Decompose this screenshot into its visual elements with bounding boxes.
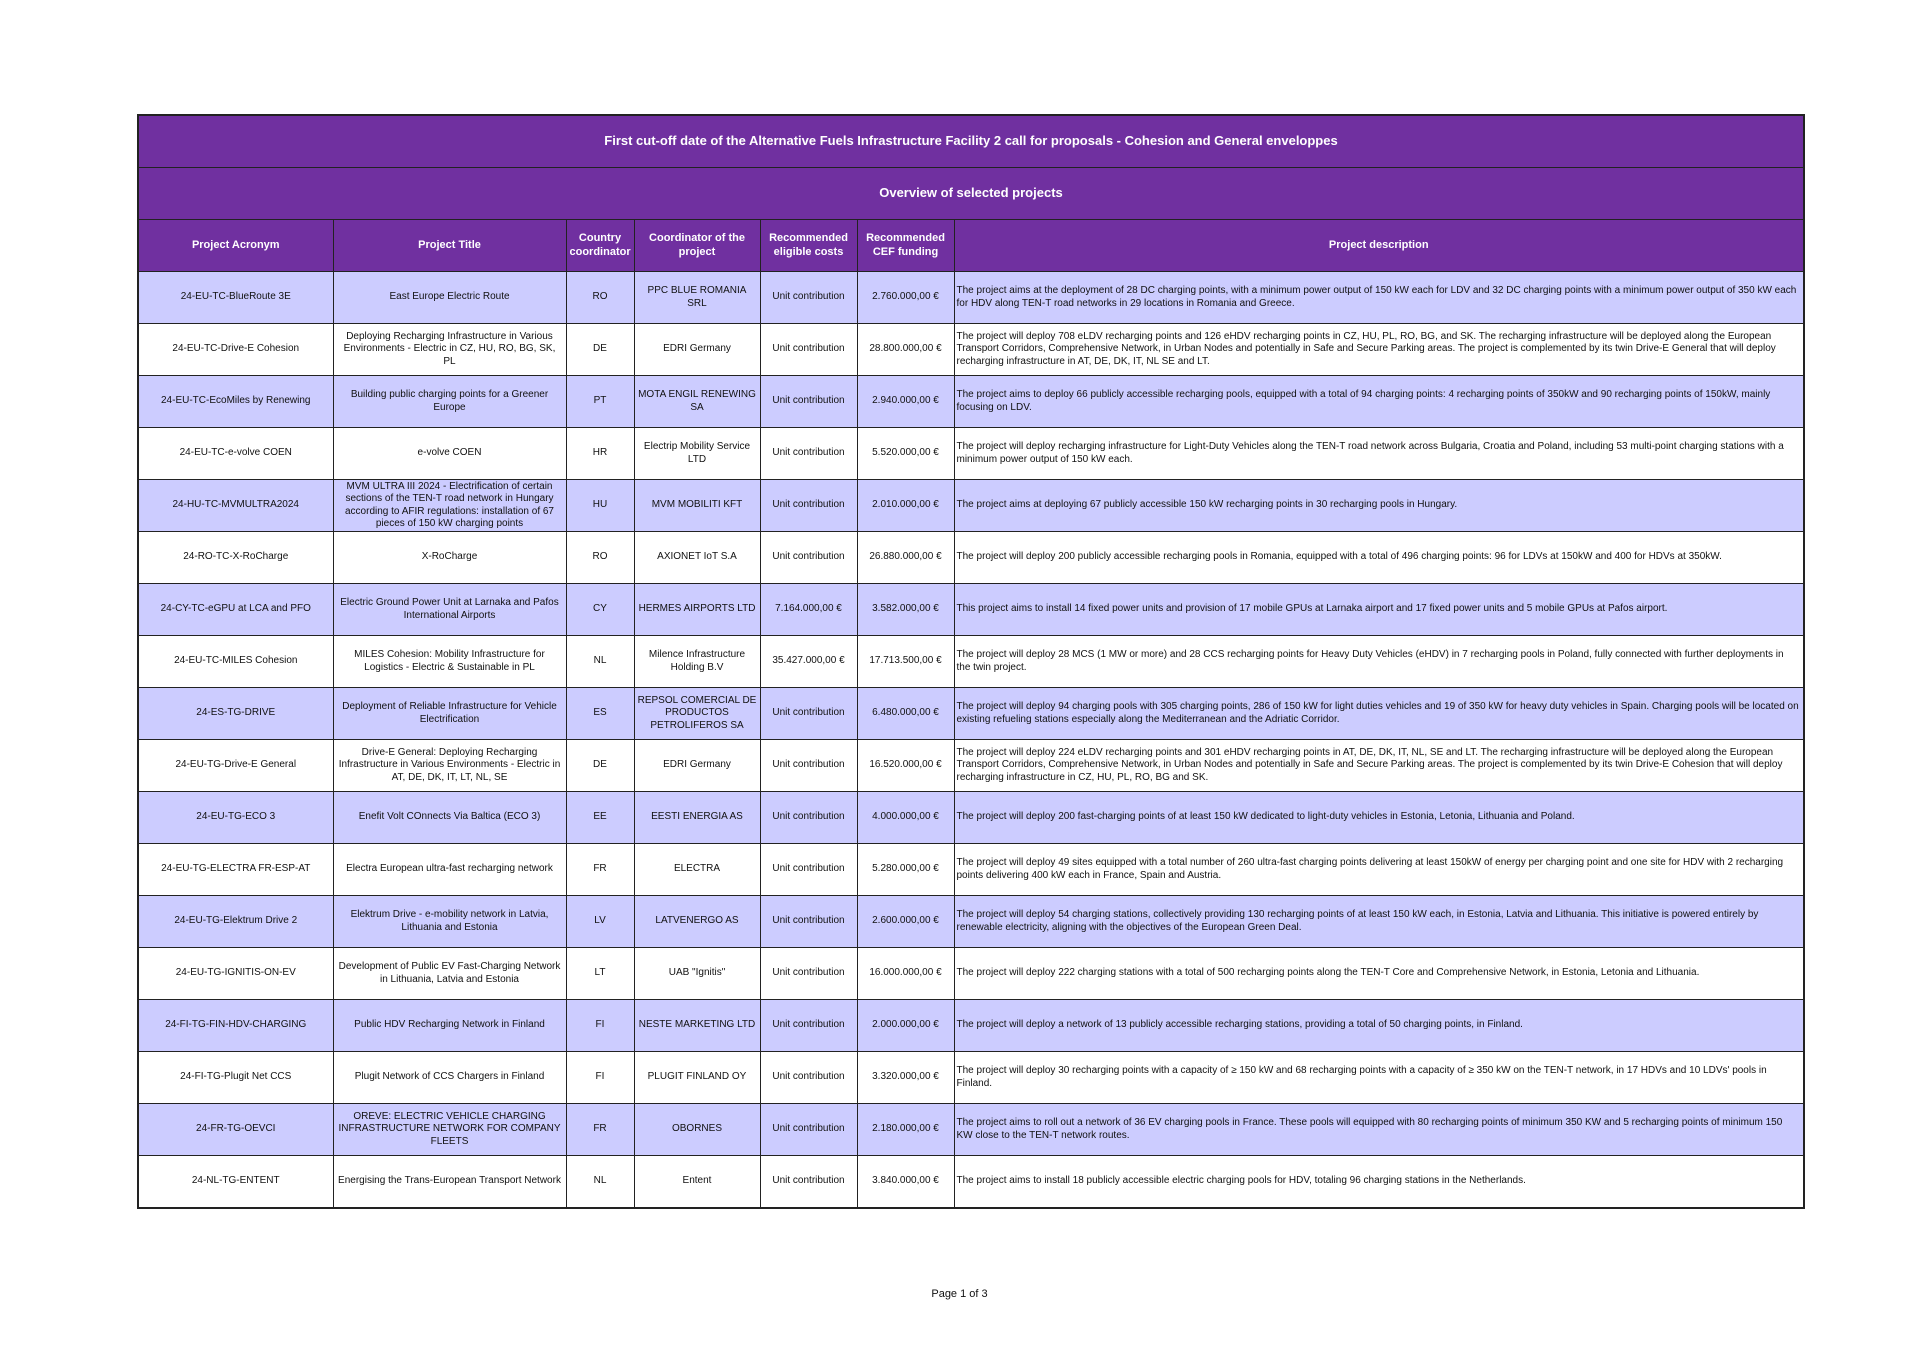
cell-cef-funding: 17.713.500,00 € (857, 636, 954, 688)
cell-country-coordinator: HU (566, 480, 634, 532)
cell-project-acronym: 24-FI-TG-Plugit Net CCS (138, 1052, 333, 1104)
cell-project-acronym: 24-EU-TG-ECO 3 (138, 792, 333, 844)
cell-country-coordinator: CY (566, 584, 634, 636)
cell-project-acronym: 24-FR-TG-OEVCI (138, 1104, 333, 1156)
cell-project-acronym: 24-EU-TC-e-volve COEN (138, 428, 333, 480)
table-row (138, 532, 1804, 584)
cell-coordinator: Milence Infrastructure Holding B.V (634, 636, 760, 688)
cell-eligible-costs: 35.427.000,00 € (760, 636, 857, 688)
cell-coordinator: PPC BLUE ROMANIA SRL (634, 272, 760, 324)
cell-project-description: The project aims to roll out a network of 36 EV charging pools in France. These pools will equipped with 80 recharging points of minimum 350 KW and 5 recharging points of minimum 150 KW close to the TEN-T network routes. (954, 1104, 1804, 1156)
cell-cef-funding: 5.520.000,00 € (857, 428, 954, 480)
table-row (138, 636, 1804, 688)
cell-coordinator: AXIONET IoT S.A (634, 532, 760, 584)
cell-eligible-costs: Unit contribution (760, 324, 857, 376)
cell-coordinator: MVM MOBILITI KFT (634, 480, 760, 532)
cell-project-title: e-volve COEN (333, 428, 566, 480)
table-row (138, 324, 1804, 376)
cell-project-description: The project will deploy 28 MCS (1 MW or more) and 28 CCS recharging points for Heavy Duty Vehicles (eHDV) in 7 recharging pools in Poland, fully connected with further deployments in the twin project. (954, 636, 1804, 688)
table-row (138, 272, 1804, 324)
cell-country-coordinator: HR (566, 428, 634, 480)
table-row (138, 376, 1804, 428)
cell-project-title: Drive-E General: Deploying Recharging Infrastructure in Various Environments - Electric in AT, DE, DK, IT, LT, NL, SE (333, 740, 566, 792)
cell-country-coordinator: EE (566, 792, 634, 844)
cell-project-acronym: 24-CY-TC-eGPU at LCA and PFO (138, 584, 333, 636)
cell-coordinator: MOTA ENGIL RENEWING SA (634, 376, 760, 428)
cell-cef-funding: 2.940.000,00 € (857, 376, 954, 428)
cell-project-title: MILES Cohesion: Mobility Infrastructure for Logistics - Electric & Sustainable in PL (333, 636, 566, 688)
cell-project-description: The project will deploy 94 charging pools with 305 charging points, 286 of 150 kW for light duties vehicles and 19 of 350 kW for heavy duty vehicles in Spain. Charging pools will be located on existing refueling stations especially along the Mediterranean and the Adriatic Corridor. (954, 688, 1804, 740)
cell-project-description: The project will deploy recharging infrastructure for Light-Duty Vehicles along the TEN-T road network across Bulgaria, Croatia and Poland, including 53 multi-point charging stations with a minimum power output of 150 kW each. (954, 428, 1804, 480)
table-row (138, 792, 1804, 844)
cell-eligible-costs: Unit contribution (760, 480, 857, 532)
cell-project-description: The project aims at deploying 67 publicly accessible 150 kW recharging points in 30 recharging pools in Hungary. (954, 480, 1804, 532)
cell-eligible-costs: Unit contribution (760, 1104, 857, 1156)
cell-project-title: Development of Public EV Fast-Charging Network in Lithuania, Latvia and Estonia (333, 948, 566, 1000)
cell-project-acronym: 24-EU-TC-EcoMiles by Renewing (138, 376, 333, 428)
cell-project-title: Building public charging points for a Greener Europe (333, 376, 566, 428)
cell-country-coordinator: DE (566, 740, 634, 792)
cell-cef-funding: 26.880.000,00 € (857, 532, 954, 584)
cell-country-coordinator: DE (566, 324, 634, 376)
cell-project-title: Electra European ultra-fast recharging network (333, 844, 566, 896)
cell-country-coordinator: NL (566, 1156, 634, 1209)
cell-cef-funding: 2.010.000,00 € (857, 480, 954, 532)
cell-project-title: Deployment of Reliable Infrastructure for Vehicle Electrification (333, 688, 566, 740)
cell-project-title: MVM ULTRA III 2024 - Electrification of certain sections of the TEN-T road network in Hungary according to AFIR regulations: installation of 67 pieces of 150 kW charging points (333, 480, 566, 532)
cell-eligible-costs: Unit contribution (760, 272, 857, 324)
cell-project-description: The project will deploy 30 recharging points with a capacity of ≥ 150 kW and 68 recharging points with a capacity of ≥ 350 kW on the TEN-T network, in 17 HDVs and 10 LDVs' pools in Finland. (954, 1052, 1804, 1104)
cell-project-description: The project aims to deploy 66 publicly accessible recharging pools, equipped with a total of 94 charging points: 4 recharging points of 350kW and 90 recharging points of 150kW, mainly focusing on LDV. (954, 376, 1804, 428)
table-row (138, 688, 1804, 740)
table-row (138, 948, 1804, 1000)
header-coordinator: Coordinator of the project (634, 220, 760, 272)
cell-project-title: East Europe Electric Route (333, 272, 566, 324)
subtitle-band (138, 168, 1804, 220)
cell-project-acronym: 24-EU-TG-Elektrum Drive 2 (138, 896, 333, 948)
header-country-coordinator: Country coordinator (566, 220, 634, 272)
header-project-acronym: Project Acronym (138, 220, 333, 272)
cell-project-acronym: 24-EU-TC-Drive-E Cohesion (138, 324, 333, 376)
cell-cef-funding: 28.800.000,00 € (857, 324, 954, 376)
cell-project-acronym: 24-RO-TC-X-RoCharge (138, 532, 333, 584)
cell-eligible-costs: Unit contribution (760, 1052, 857, 1104)
header-cef-funding: Recommended CEF funding (857, 220, 954, 272)
cell-eligible-costs: Unit contribution (760, 532, 857, 584)
cell-coordinator: EDRI Germany (634, 324, 760, 376)
cell-project-title: Electric Ground Power Unit at Larnaka and Pafos International Airports (333, 584, 566, 636)
title-band (138, 115, 1804, 168)
cell-project-acronym: 24-FI-TG-FIN-HDV-CHARGING (138, 1000, 333, 1052)
cell-project-acronym: 24-NL-TG-ENTENT (138, 1156, 333, 1209)
cell-project-acronym: 24-EU-TG-ELECTRA FR-ESP-AT (138, 844, 333, 896)
cell-project-title: Elektrum Drive - e-mobility network in Latvia, Lithuania and Estonia (333, 896, 566, 948)
cell-eligible-costs: Unit contribution (760, 376, 857, 428)
cell-coordinator: NESTE MARKETING LTD (634, 1000, 760, 1052)
cell-eligible-costs: Unit contribution (760, 896, 857, 948)
table-row (138, 428, 1804, 480)
cell-country-coordinator: FI (566, 1052, 634, 1104)
cell-cef-funding: 2.000.000,00 € (857, 1000, 954, 1052)
table-row (138, 740, 1804, 792)
document-title: First cut-off date of the Alternative Fuels Infrastructure Facility 2 call for proposals - Cohesion and General enveloppes (138, 115, 1804, 168)
page-number: Page 1 of 3 (931, 1288, 988, 1300)
cell-country-coordinator: FR (566, 844, 634, 896)
cell-cef-funding: 16.000.000,00 € (857, 948, 954, 1000)
document-subtitle: Overview of selected projects (138, 168, 1804, 220)
cell-project-description: The project will deploy 222 charging stations with a total of 500 recharging points along the TEN-T Core and Comprehensive Network, in Estonia, Letonia and Lithuania. (954, 948, 1804, 1000)
cell-coordinator: OBORNES (634, 1104, 760, 1156)
cell-coordinator: HERMES AIRPORTS LTD (634, 584, 760, 636)
cell-eligible-costs: Unit contribution (760, 1000, 857, 1052)
cell-project-title: Energising the Trans-European Transport Network (333, 1156, 566, 1209)
cell-coordinator: REPSOL COMERCIAL DE PRODUCTOS PETROLIFEROS SA (634, 688, 760, 740)
cell-country-coordinator: FR (566, 1104, 634, 1156)
header-eligible-costs: Recommended eligible costs (760, 220, 857, 272)
cell-project-acronym: 24-EU-TG-Drive-E General (138, 740, 333, 792)
cell-cef-funding: 2.760.000,00 € (857, 272, 954, 324)
cell-country-coordinator: NL (566, 636, 634, 688)
cell-cef-funding: 6.480.000,00 € (857, 688, 954, 740)
cell-eligible-costs: Unit contribution (760, 792, 857, 844)
cell-country-coordinator: PT (566, 376, 634, 428)
cell-project-description: The project will deploy 708 eLDV recharging points and 126 eHDV recharging points in CZ, HU, PL, RO, BG, and SK. The recharging infrastructure will be deployed along the European Transport Corridors, Comprehensive Network, in Urban Nodes and potentially in Safe and Secure Parking areas. The project is complemented by its twin Drive-E General that will deploy recharging infrastructure in AT, DE, DK, IT, NL SE and LT. (954, 324, 1804, 376)
cell-project-description: The project aims at the deployment of 28 DC charging points, with a minimum power output of 150 kW each for LDV and 32 DC charging points with a minimum power output of 350 kW each for HDV along TEN-T road networks in 29 locations in Romania and Greece. (954, 272, 1804, 324)
cell-eligible-costs: Unit contribution (760, 948, 857, 1000)
cell-country-coordinator: LV (566, 896, 634, 948)
cell-project-description: The project will deploy 200 publicly accessible recharging pools in Romania, equipped with a total of 496 charging points: 96 for LDVs at 150kW and 400 for HDVs at 350kW. (954, 532, 1804, 584)
table-row (138, 896, 1804, 948)
cell-project-title: X-RoCharge (333, 532, 566, 584)
cell-eligible-costs: Unit contribution (760, 688, 857, 740)
cell-project-title: Plugit Network of CCS Chargers in Finland (333, 1052, 566, 1104)
cell-project-description: The project will deploy a network of 13 publicly accessible recharging stations, providing a total of 50 charging points, in Finland. (954, 1000, 1804, 1052)
table-row (138, 1156, 1804, 1209)
cell-coordinator: Entent (634, 1156, 760, 1209)
header-project-description: Project description (954, 220, 1804, 272)
cell-cef-funding: 2.600.000,00 € (857, 896, 954, 948)
table-row (138, 1104, 1804, 1156)
cell-coordinator: ELECTRA (634, 844, 760, 896)
table-row (138, 1000, 1804, 1052)
cell-eligible-costs: Unit contribution (760, 1156, 857, 1209)
cell-cef-funding: 4.000.000,00 € (857, 792, 954, 844)
cell-project-description: The project will deploy 224 eLDV recharging points and 301 eHDV recharging points in AT, DE, DK, IT, NL, SE and LT. The recharging infrastructure will be deployed along the European Transport Corridors, Comprehensive Network, in Urban Nodes and potentially in Safe and Secure Parking areas. The project is complemented by its twin Drive-E Cohesion that will deploy recharging infrastructure in CZ, HU, PL, RO, BG and SK. (954, 740, 1804, 792)
cell-project-title: Public HDV Recharging Network in Finland (333, 1000, 566, 1052)
cell-project-description: This project aims to install 14 fixed power units and provision of 17 mobile GPUs at Larnaka airport and 17 fixed power units and 5 mobile GPUs at Pafos airport. (954, 584, 1804, 636)
cell-cef-funding: 3.320.000,00 € (857, 1052, 954, 1104)
cell-country-coordinator: RO (566, 532, 634, 584)
cell-eligible-costs: Unit contribution (760, 844, 857, 896)
cell-cef-funding: 2.180.000,00 € (857, 1104, 954, 1156)
cell-coordinator: Electrip Mobility Service LTD (634, 428, 760, 480)
cell-eligible-costs: 7.164.000,00 € (760, 584, 857, 636)
cell-cef-funding: 5.280.000,00 € (857, 844, 954, 896)
cell-coordinator: EDRI Germany (634, 740, 760, 792)
table-row (138, 480, 1804, 532)
cell-project-acronym: 24-HU-TC-MVMULTRA2024 (138, 480, 333, 532)
cell-coordinator: PLUGIT FINLAND OY (634, 1052, 760, 1104)
table-row (138, 584, 1804, 636)
cell-project-description: The project will deploy 49 sites equipped with a total number of 260 ultra-fast charging points delivering at least 150kW of energy per charging point and one site for HDV with 2 recharging points delivering 400 kW each in France, Spain and Austria. (954, 844, 1804, 896)
cell-country-coordinator: FI (566, 1000, 634, 1052)
cell-country-coordinator: RO (566, 272, 634, 324)
cell-project-description: The project will deploy 54 charging stations, collectively providing 130 recharging points of at least 150 kW each, in Estonia, Latvia and Lithuania. This initiative is powered entirely by renewable electricity, aligning with the objectives of the European Green Deal. (954, 896, 1804, 948)
table-row (138, 844, 1804, 896)
cell-country-coordinator: ES (566, 688, 634, 740)
table-row (138, 1052, 1804, 1104)
cell-coordinator: UAB "Ignitis" (634, 948, 760, 1000)
cell-coordinator: EESTI ENERGIA AS (634, 792, 760, 844)
cell-project-description: The project will deploy 200 fast-charging points of at least 150 kW dedicated to light-duty vehicles in Estonia, Letonia, Lithuania and Poland. (954, 792, 1804, 844)
cell-coordinator: LATVENERGO AS (634, 896, 760, 948)
cell-project-title: Enefit Volt COnnects Via Baltica (ECO 3) (333, 792, 566, 844)
cell-eligible-costs: Unit contribution (760, 740, 857, 792)
cell-project-acronym: 24-ES-TG-DRIVE (138, 688, 333, 740)
cell-project-title: OREVE: ELECTRIC VEHICLE CHARGING INFRASTRUCTURE NETWORK FOR COMPANY FLEETS (333, 1104, 566, 1156)
table-header-row (138, 220, 1804, 272)
cell-cef-funding: 3.582.000,00 € (857, 584, 954, 636)
cell-eligible-costs: Unit contribution (760, 428, 857, 480)
cell-cef-funding: 16.520.000,00 € (857, 740, 954, 792)
cell-project-acronym: 24-EU-TC-MILES Cohesion (138, 636, 333, 688)
cell-project-acronym: 24-EU-TG-IGNITIS-ON-EV (138, 948, 333, 1000)
projects-table (137, 114, 1805, 1209)
cell-cef-funding: 3.840.000,00 € (857, 1156, 954, 1209)
cell-project-description: The project aims to install 18 publicly accessible electric charging pools for HDV, totaling 96 charging stations in the Netherlands. (954, 1156, 1804, 1209)
cell-project-title: Deploying Recharging Infrastructure in Various Environments - Electric in CZ, HU, RO, BG, SK, PL (333, 324, 566, 376)
cell-project-acronym: 24-EU-TC-BlueRoute 3E (138, 272, 333, 324)
cell-country-coordinator: LT (566, 948, 634, 1000)
header-project-title: Project Title (333, 220, 566, 272)
